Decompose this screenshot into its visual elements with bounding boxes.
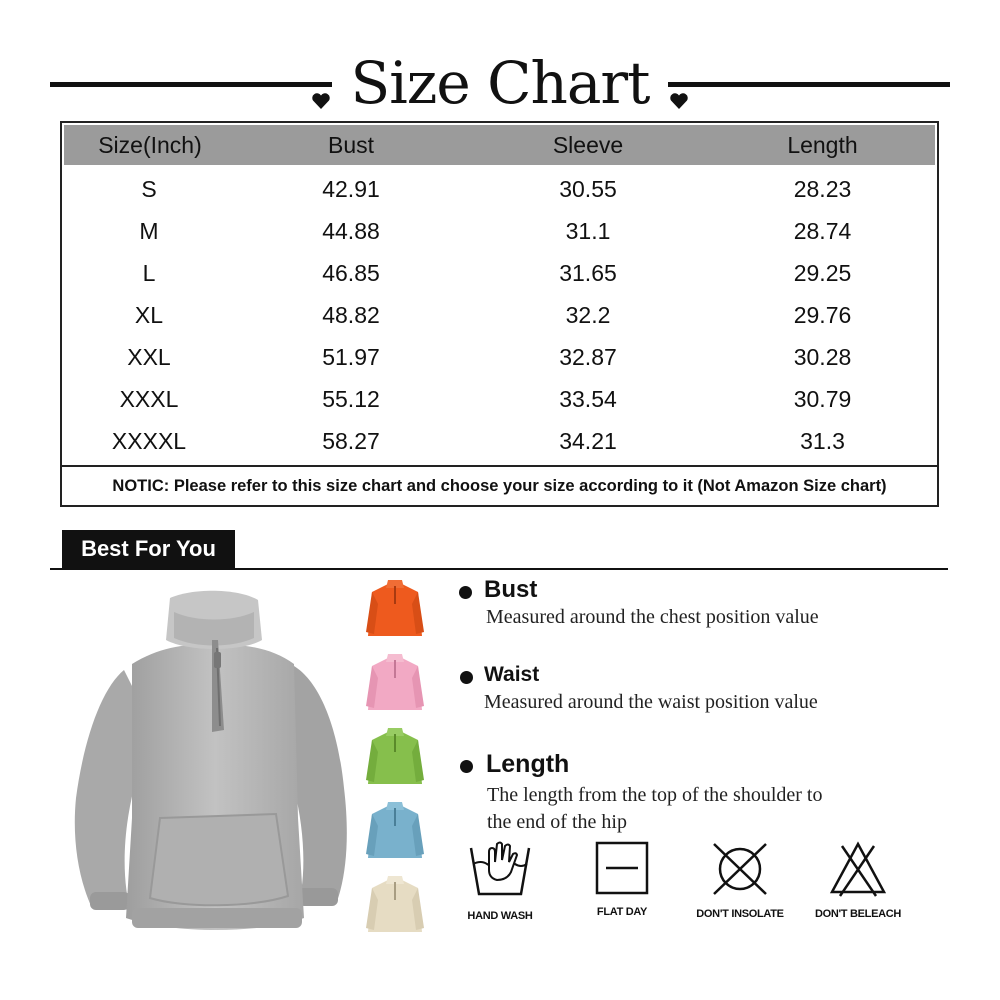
product-thumbnail-beige[interactable] [362,870,428,940]
length-cell: 29.76 [793,302,852,328]
bust-cell: 48.82 [322,302,380,328]
title-rule-right [668,82,950,87]
header-size: Size(Inch) [98,132,202,158]
measure-desc-bust: Measured around the chest position value [486,606,819,628]
bullet-icon [459,586,472,599]
length-cell: 28.23 [793,176,852,202]
care-hand-wash [440,840,560,922]
size-cell: M [139,218,159,244]
care-dont-insolate [680,840,800,920]
bust-cell: 44.88 [322,218,380,244]
section-rule [50,568,948,570]
table-row [62,211,937,253]
size-table [60,121,939,507]
length-cell: 28.74 [793,218,852,244]
care-flat-dry [562,840,682,918]
sleeve-cell: 30.55 [559,176,617,202]
dont-insolate-icon [708,840,772,898]
bust-cell: 58.27 [322,428,380,454]
dont-bleach-icon [828,840,888,898]
size-cell: XL [134,302,164,328]
product-thumbnail-orange[interactable] [362,574,428,644]
product-thumbnail-pink[interactable] [362,648,428,718]
bust-cell: 55.12 [322,386,380,412]
header-sleeve: Sleeve [552,132,624,158]
measure-desc-length-line2: the end of the hip [487,811,627,833]
page-title: Size Chart [350,49,650,117]
best-for-you-label: Best For You [62,530,235,568]
sleeve-cell: 34.21 [559,428,617,454]
size-notice: NOTIC: Please refer to this size chart and choose your size according to it (Not Amazon Size chart) [112,477,887,495]
sleeve-cell: 32.87 [559,344,617,370]
product-thumbnail-green[interactable] [362,722,428,792]
table-row [62,421,937,463]
size-cell: XXXXL [111,428,187,454]
sleeve-cell: 31.1 [565,218,611,244]
care-label: HAND WASH [467,910,533,922]
table-header-row [64,125,935,165]
flat-dry-icon [594,840,650,896]
table-row [62,337,937,379]
hand-wash-icon [467,840,533,900]
care-label: DON'T BELEACH [814,908,902,920]
size-cell: L [142,260,156,286]
length-cell: 30.28 [793,344,852,370]
bullet-icon [460,671,473,684]
measure-title-bust: Bust [484,576,538,603]
product-thumbnail-blue[interactable] [362,796,428,866]
measure-title-length: Length [486,750,570,778]
care-dont-bleach [798,840,918,920]
size-cell: S [141,176,157,202]
length-cell: 29.25 [793,260,852,286]
size-cell: XXL [127,344,171,370]
care-label: DON'T INSOLATE [696,908,784,920]
sleeve-cell: 32.2 [565,302,611,328]
bust-cell: 51.97 [322,344,380,370]
size-cell: XXXL [119,386,179,412]
measure-desc-waist: Measured around the waist position value [484,691,818,713]
bust-cell: 42.91 [322,176,380,202]
length-cell: 30.79 [793,386,852,412]
table-row [62,169,937,211]
bust-cell: 46.85 [322,260,380,286]
table-row [62,253,937,295]
sleeve-cell: 31.65 [559,260,617,286]
header-bust: Bust [327,132,375,158]
length-cell: 31.3 [800,428,845,454]
table-row [62,295,937,337]
header-length: Length [787,132,858,158]
title-rule-left [50,82,332,87]
table-row [62,379,937,421]
bullet-icon [460,760,473,773]
care-label: FLAT DAY [596,906,648,918]
measure-desc-length-line1: The length from the top of the shoulder to [487,784,823,806]
measure-title-waist: Waist [484,663,540,686]
sleeve-cell: 33.54 [559,386,617,412]
product-image-gray [62,578,362,938]
